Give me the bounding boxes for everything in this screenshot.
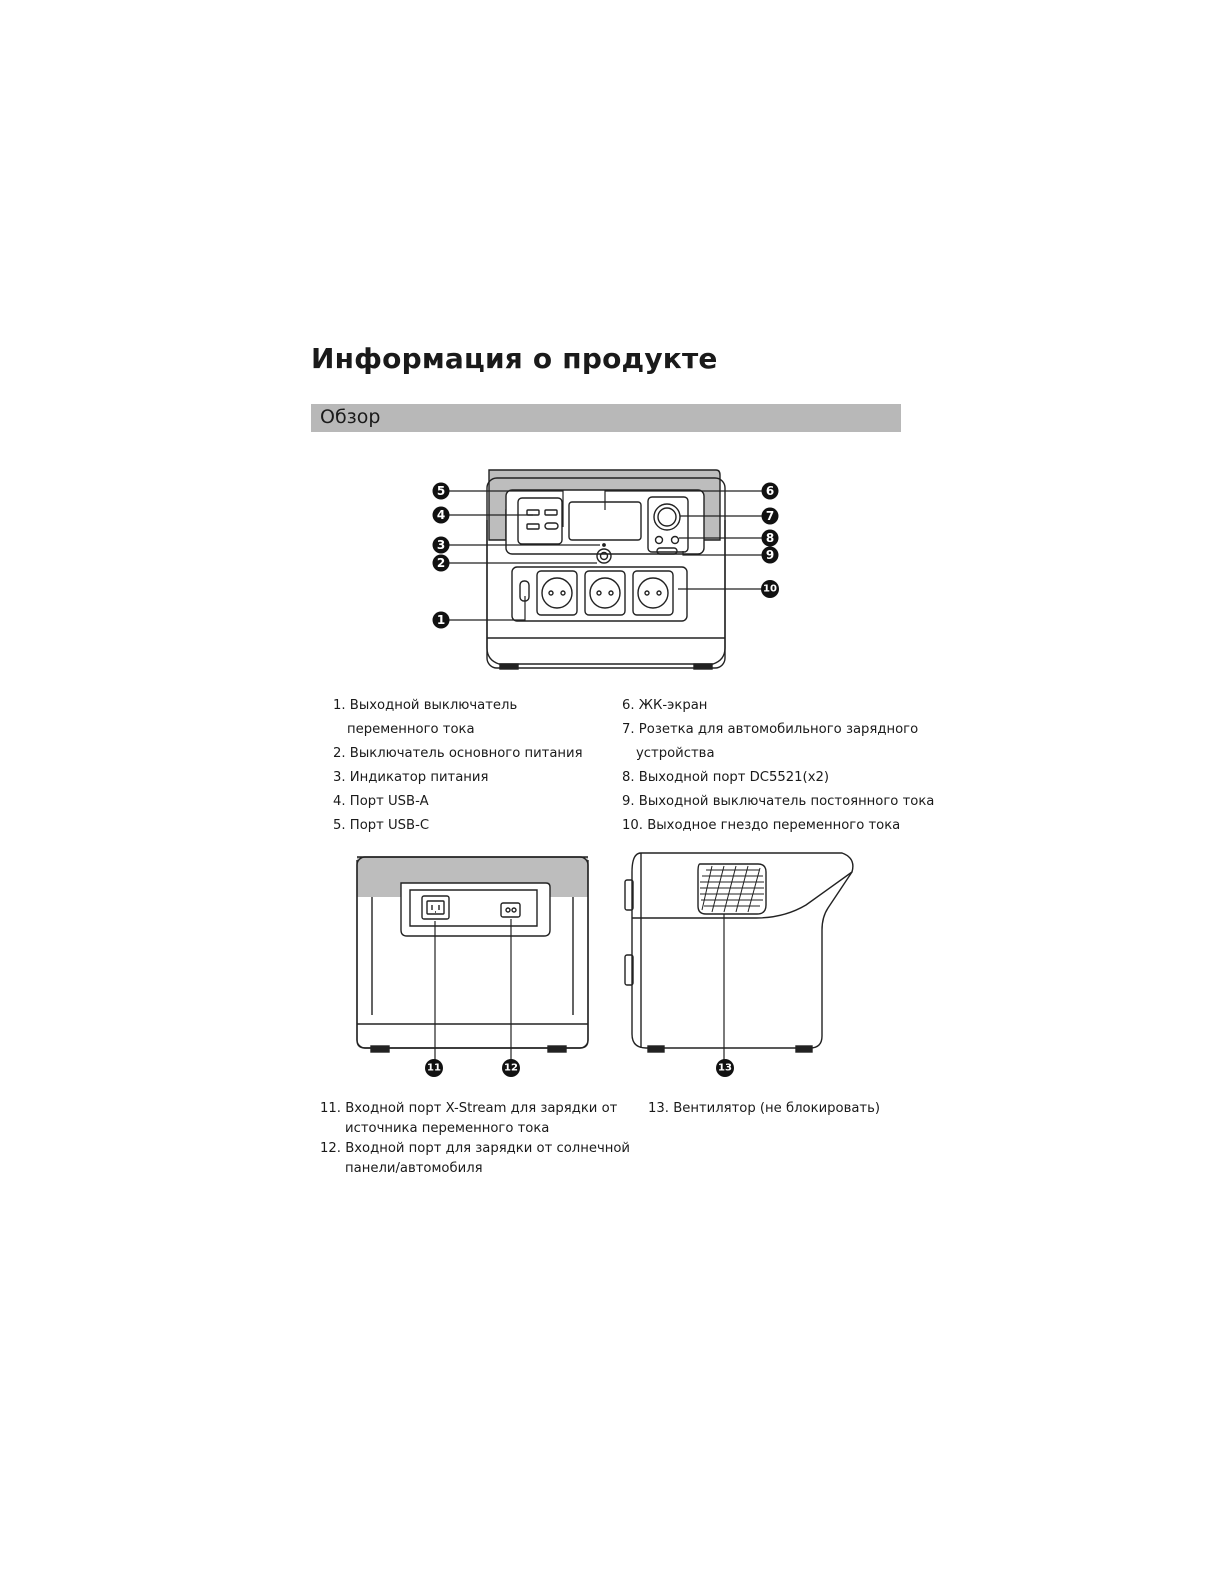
svg-text:9: 9 <box>765 548 775 562</box>
svg-text:12: 12 <box>504 1062 518 1074</box>
legend-item-12-cont: панели/автомобиля <box>345 1161 483 1176</box>
legend-item-7: 7. Розетка для автомобильного зарядного <box>622 722 919 737</box>
legend-item-4: 4. Порт USB-A <box>333 794 429 809</box>
svg-text:3: 3 <box>436 538 446 552</box>
side-legend-right <box>648 1099 880 1119</box>
svg-text:6: 6 <box>765 484 775 498</box>
front-legend-left <box>333 694 583 838</box>
legend-item-6: 6. ЖК-экран <box>622 698 708 713</box>
legend-item-5: 5. Порт USB-C <box>333 818 430 833</box>
callout-2 <box>433 555 450 572</box>
legend-item-7-cont: устройства <box>636 746 715 761</box>
front-legend-right <box>622 694 934 838</box>
legend-item-1-cont: переменного тока <box>347 722 475 737</box>
svg-text:13: 13 <box>718 1062 732 1074</box>
svg-text:5: 5 <box>436 484 446 498</box>
svg-text:8: 8 <box>765 531 775 545</box>
callout-5 <box>433 483 450 500</box>
back-legend-left <box>320 1099 630 1179</box>
legend-item-2: 2. Выключатель основного питания <box>333 746 583 761</box>
legend-item-1: 1. Выходной выключатель <box>333 698 518 713</box>
svg-text:1: 1 <box>436 613 446 627</box>
front-view-illustration <box>449 470 769 669</box>
callout-3 <box>433 537 450 554</box>
legend-item-13: 13. Вентилятор (не блокировать) <box>648 1101 881 1116</box>
svg-text:7: 7 <box>765 509 775 523</box>
section-title: Обзор <box>320 406 381 428</box>
legend-item-10: 10. Выходное гнездо переменного тока <box>622 818 901 833</box>
svg-text:2: 2 <box>436 556 446 570</box>
callout-12 <box>502 1059 520 1077</box>
legend-item-12: 12. Входной порт для зарядки от солнечной <box>320 1141 631 1156</box>
svg-text:4: 4 <box>436 508 446 522</box>
legend-item-11-cont: источника переменного тока <box>345 1121 550 1136</box>
callout-11 <box>425 1059 443 1077</box>
callout-13 <box>716 1059 734 1077</box>
svg-text:10: 10 <box>763 583 777 595</box>
callout-1 <box>433 612 450 629</box>
svg-text:11: 11 <box>427 1062 441 1074</box>
page-title: Информация о продукте <box>311 342 718 375</box>
back-view-illustration <box>357 857 588 1060</box>
legend-item-9: 9. Выходной выключатель постоянного тока <box>622 794 935 809</box>
callout-9 <box>762 547 779 564</box>
legend-item-11: 11. Входной порт X-Stream для зарядки от <box>320 1101 618 1116</box>
callout-7 <box>762 508 779 525</box>
side-view-illustration <box>625 853 853 1060</box>
callout-10 <box>761 580 779 598</box>
callout-4 <box>433 507 450 524</box>
callout-8 <box>762 530 779 547</box>
callout-6 <box>762 483 779 500</box>
legend-item-8: 8. Выходной порт DC5521(x2) <box>622 770 830 785</box>
legend-item-3: 3. Индикатор питания <box>333 770 489 785</box>
